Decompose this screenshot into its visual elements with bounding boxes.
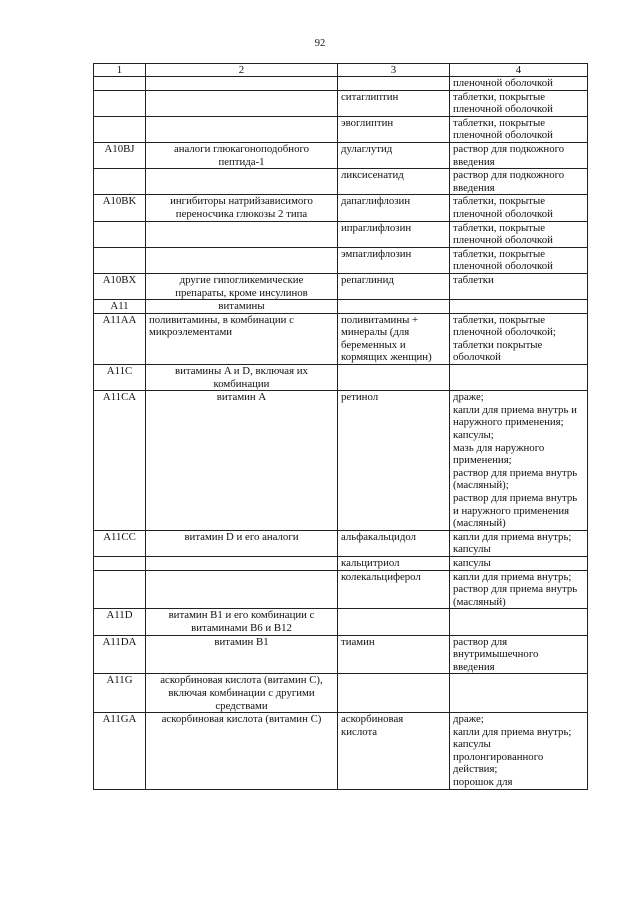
active-substance-cell: альфакальцидол bbox=[338, 530, 450, 556]
active-substance-cell: аскорбиновая кислота bbox=[338, 713, 450, 790]
table-body bbox=[94, 77, 588, 790]
active-substance-cell: эмпаглифлозин bbox=[338, 247, 450, 273]
column-header: 2 bbox=[146, 64, 338, 77]
active-substance-cell: ситаглиптин bbox=[338, 90, 450, 116]
column-header: 1 bbox=[94, 64, 146, 77]
dosage-form-cell: капли для приема внутрь; раствор для приема внутрь (масляный) bbox=[450, 570, 588, 609]
active-substance-cell: кальцитриол bbox=[338, 556, 450, 570]
pharmacological-group-cell bbox=[146, 570, 338, 609]
active-substance-cell bbox=[338, 77, 450, 91]
table-row bbox=[94, 195, 588, 221]
atc-code-cell bbox=[94, 556, 146, 570]
active-substance-cell: репаглинид bbox=[338, 273, 450, 299]
dosage-form-cell: таблетки, покрытые пленочной оболочкой bbox=[450, 90, 588, 116]
atc-code-cell: A10BJ bbox=[94, 142, 146, 168]
atc-code-cell: A11CA bbox=[94, 391, 146, 531]
dosage-form-cell: таблетки bbox=[450, 273, 588, 299]
dosage-form-cell bbox=[450, 674, 588, 713]
active-substance-cell: эвоглиптин bbox=[338, 116, 450, 142]
atc-code-cell bbox=[94, 169, 146, 195]
active-substance-cell: поливитамины + минералы (для беременных и кормящих женщин) bbox=[338, 313, 450, 364]
active-substance-cell bbox=[338, 365, 450, 391]
pharmacological-group-cell bbox=[146, 247, 338, 273]
dosage-form-cell: пленочной оболочкой bbox=[450, 77, 588, 91]
pharmacological-group-cell: аналоги глюкагоноподобного пептида-1 bbox=[146, 142, 338, 168]
pharmacological-group-cell bbox=[146, 221, 338, 247]
table-row bbox=[94, 674, 588, 713]
pharmacological-group-cell: витамины A и D, включая их комбинации bbox=[146, 365, 338, 391]
pharmacological-group-cell: витамин B1 и его комбинации с витаминами B6 и B12 bbox=[146, 609, 338, 635]
atc-code-cell bbox=[94, 221, 146, 247]
active-substance-cell: ретинол bbox=[338, 391, 450, 531]
dosage-form-cell: драже; капли для приема внутрь и наружного применения; капсулы; мазь для наружного применения; раствор для приема внутрь (масляный); раствор для приема внутрь и наружного применения (масляный) bbox=[450, 391, 588, 531]
atc-code-cell: A11CC bbox=[94, 530, 146, 556]
active-substance-cell: ликсисенатид bbox=[338, 169, 450, 195]
dosage-form-cell: раствор для подкожного введения bbox=[450, 169, 588, 195]
dosage-form-cell: драже; капли для приема внутрь; капсулы пролонгированного действия; порошок для bbox=[450, 713, 588, 790]
atc-code-cell: A10BK bbox=[94, 195, 146, 221]
atc-code-cell bbox=[94, 77, 146, 91]
pharmacological-group-cell: витамины bbox=[146, 300, 338, 314]
atc-code-cell: A11DA bbox=[94, 635, 146, 674]
drug-table bbox=[93, 63, 588, 790]
table-row bbox=[94, 313, 588, 364]
table-row bbox=[94, 116, 588, 142]
atc-code-cell: A11C bbox=[94, 365, 146, 391]
dosage-form-cell bbox=[450, 365, 588, 391]
pharmacological-group-cell bbox=[146, 169, 338, 195]
table-row bbox=[94, 247, 588, 273]
table-row bbox=[94, 635, 588, 674]
table-row bbox=[94, 530, 588, 556]
table-row bbox=[94, 391, 588, 531]
atc-code-cell: A10BX bbox=[94, 273, 146, 299]
dosage-form-cell bbox=[450, 300, 588, 314]
pharmacological-group-cell: витамин A bbox=[146, 391, 338, 531]
column-header: 3 bbox=[338, 64, 450, 77]
dosage-form-cell: капсулы bbox=[450, 556, 588, 570]
table-row bbox=[94, 169, 588, 195]
dosage-form-cell: раствор для внутримышечного введения bbox=[450, 635, 588, 674]
atc-code-cell: A11 bbox=[94, 300, 146, 314]
active-substance-cell: ипраглифлозин bbox=[338, 221, 450, 247]
table-row bbox=[94, 365, 588, 391]
pharmacological-group-cell: аскорбиновая кислота (витамин C), включая комбинации с другими средствами bbox=[146, 674, 338, 713]
pharmacological-group-cell bbox=[146, 116, 338, 142]
active-substance-cell: колекальциферол bbox=[338, 570, 450, 609]
table-row bbox=[94, 77, 588, 91]
active-substance-cell: дулаглутид bbox=[338, 142, 450, 168]
pharmacological-group-cell: поливитамины, в комбинации с микроэлементами bbox=[146, 313, 338, 364]
dosage-form-cell: таблетки, покрытые пленочной оболочкой bbox=[450, 116, 588, 142]
pharmacological-group-cell bbox=[146, 90, 338, 116]
pharmacological-group-cell bbox=[146, 77, 338, 91]
atc-code-cell: A11D bbox=[94, 609, 146, 635]
dosage-form-cell: капли для приема внутрь; капсулы bbox=[450, 530, 588, 556]
pharmacological-group-cell bbox=[146, 556, 338, 570]
pharmacological-group-cell: аскорбиновая кислота (витамин C) bbox=[146, 713, 338, 790]
page-number: 92 bbox=[314, 38, 326, 49]
atc-code-cell bbox=[94, 90, 146, 116]
table-row bbox=[94, 142, 588, 168]
table-row bbox=[94, 273, 588, 299]
dosage-form-cell bbox=[450, 609, 588, 635]
active-substance-cell: дапаглифлозин bbox=[338, 195, 450, 221]
dosage-form-cell: таблетки, покрытые пленочной оболочкой bbox=[450, 221, 588, 247]
atc-code-cell bbox=[94, 116, 146, 142]
atc-code-cell bbox=[94, 570, 146, 609]
atc-code-cell: A11G bbox=[94, 674, 146, 713]
pharmacological-group-cell: витамин B1 bbox=[146, 635, 338, 674]
atc-code-cell: A11GA bbox=[94, 713, 146, 790]
dosage-form-cell: таблетки, покрытые пленочной оболочкой bbox=[450, 247, 588, 273]
table-row bbox=[94, 556, 588, 570]
active-substance-cell bbox=[338, 674, 450, 713]
active-substance-cell bbox=[338, 609, 450, 635]
active-substance-cell: тиамин bbox=[338, 635, 450, 674]
column-header: 4 bbox=[450, 64, 588, 77]
pharmacological-group-cell: витамин D и его аналоги bbox=[146, 530, 338, 556]
dosage-form-cell: таблетки, покрытые пленочной оболочкой; таблетки покрытые оболочкой bbox=[450, 313, 588, 364]
table-header-row bbox=[94, 64, 588, 77]
pharmacological-group-cell: ингибиторы натрийзависимого переносчика глюкозы 2 типа bbox=[146, 195, 338, 221]
atc-code-cell bbox=[94, 247, 146, 273]
atc-code-cell: A11AA bbox=[94, 313, 146, 364]
pharmacological-group-cell: другие гипогликемические препараты, кроме инсулинов bbox=[146, 273, 338, 299]
table-row bbox=[94, 570, 588, 609]
dosage-form-cell: таблетки, покрытые пленочной оболочкой bbox=[450, 195, 588, 221]
table-row bbox=[94, 609, 588, 635]
table-row bbox=[94, 221, 588, 247]
active-substance-cell bbox=[338, 300, 450, 314]
table-row bbox=[94, 90, 588, 116]
table-row bbox=[94, 713, 588, 790]
dosage-form-cell: раствор для подкожного введения bbox=[450, 142, 588, 168]
table-row bbox=[94, 300, 588, 314]
